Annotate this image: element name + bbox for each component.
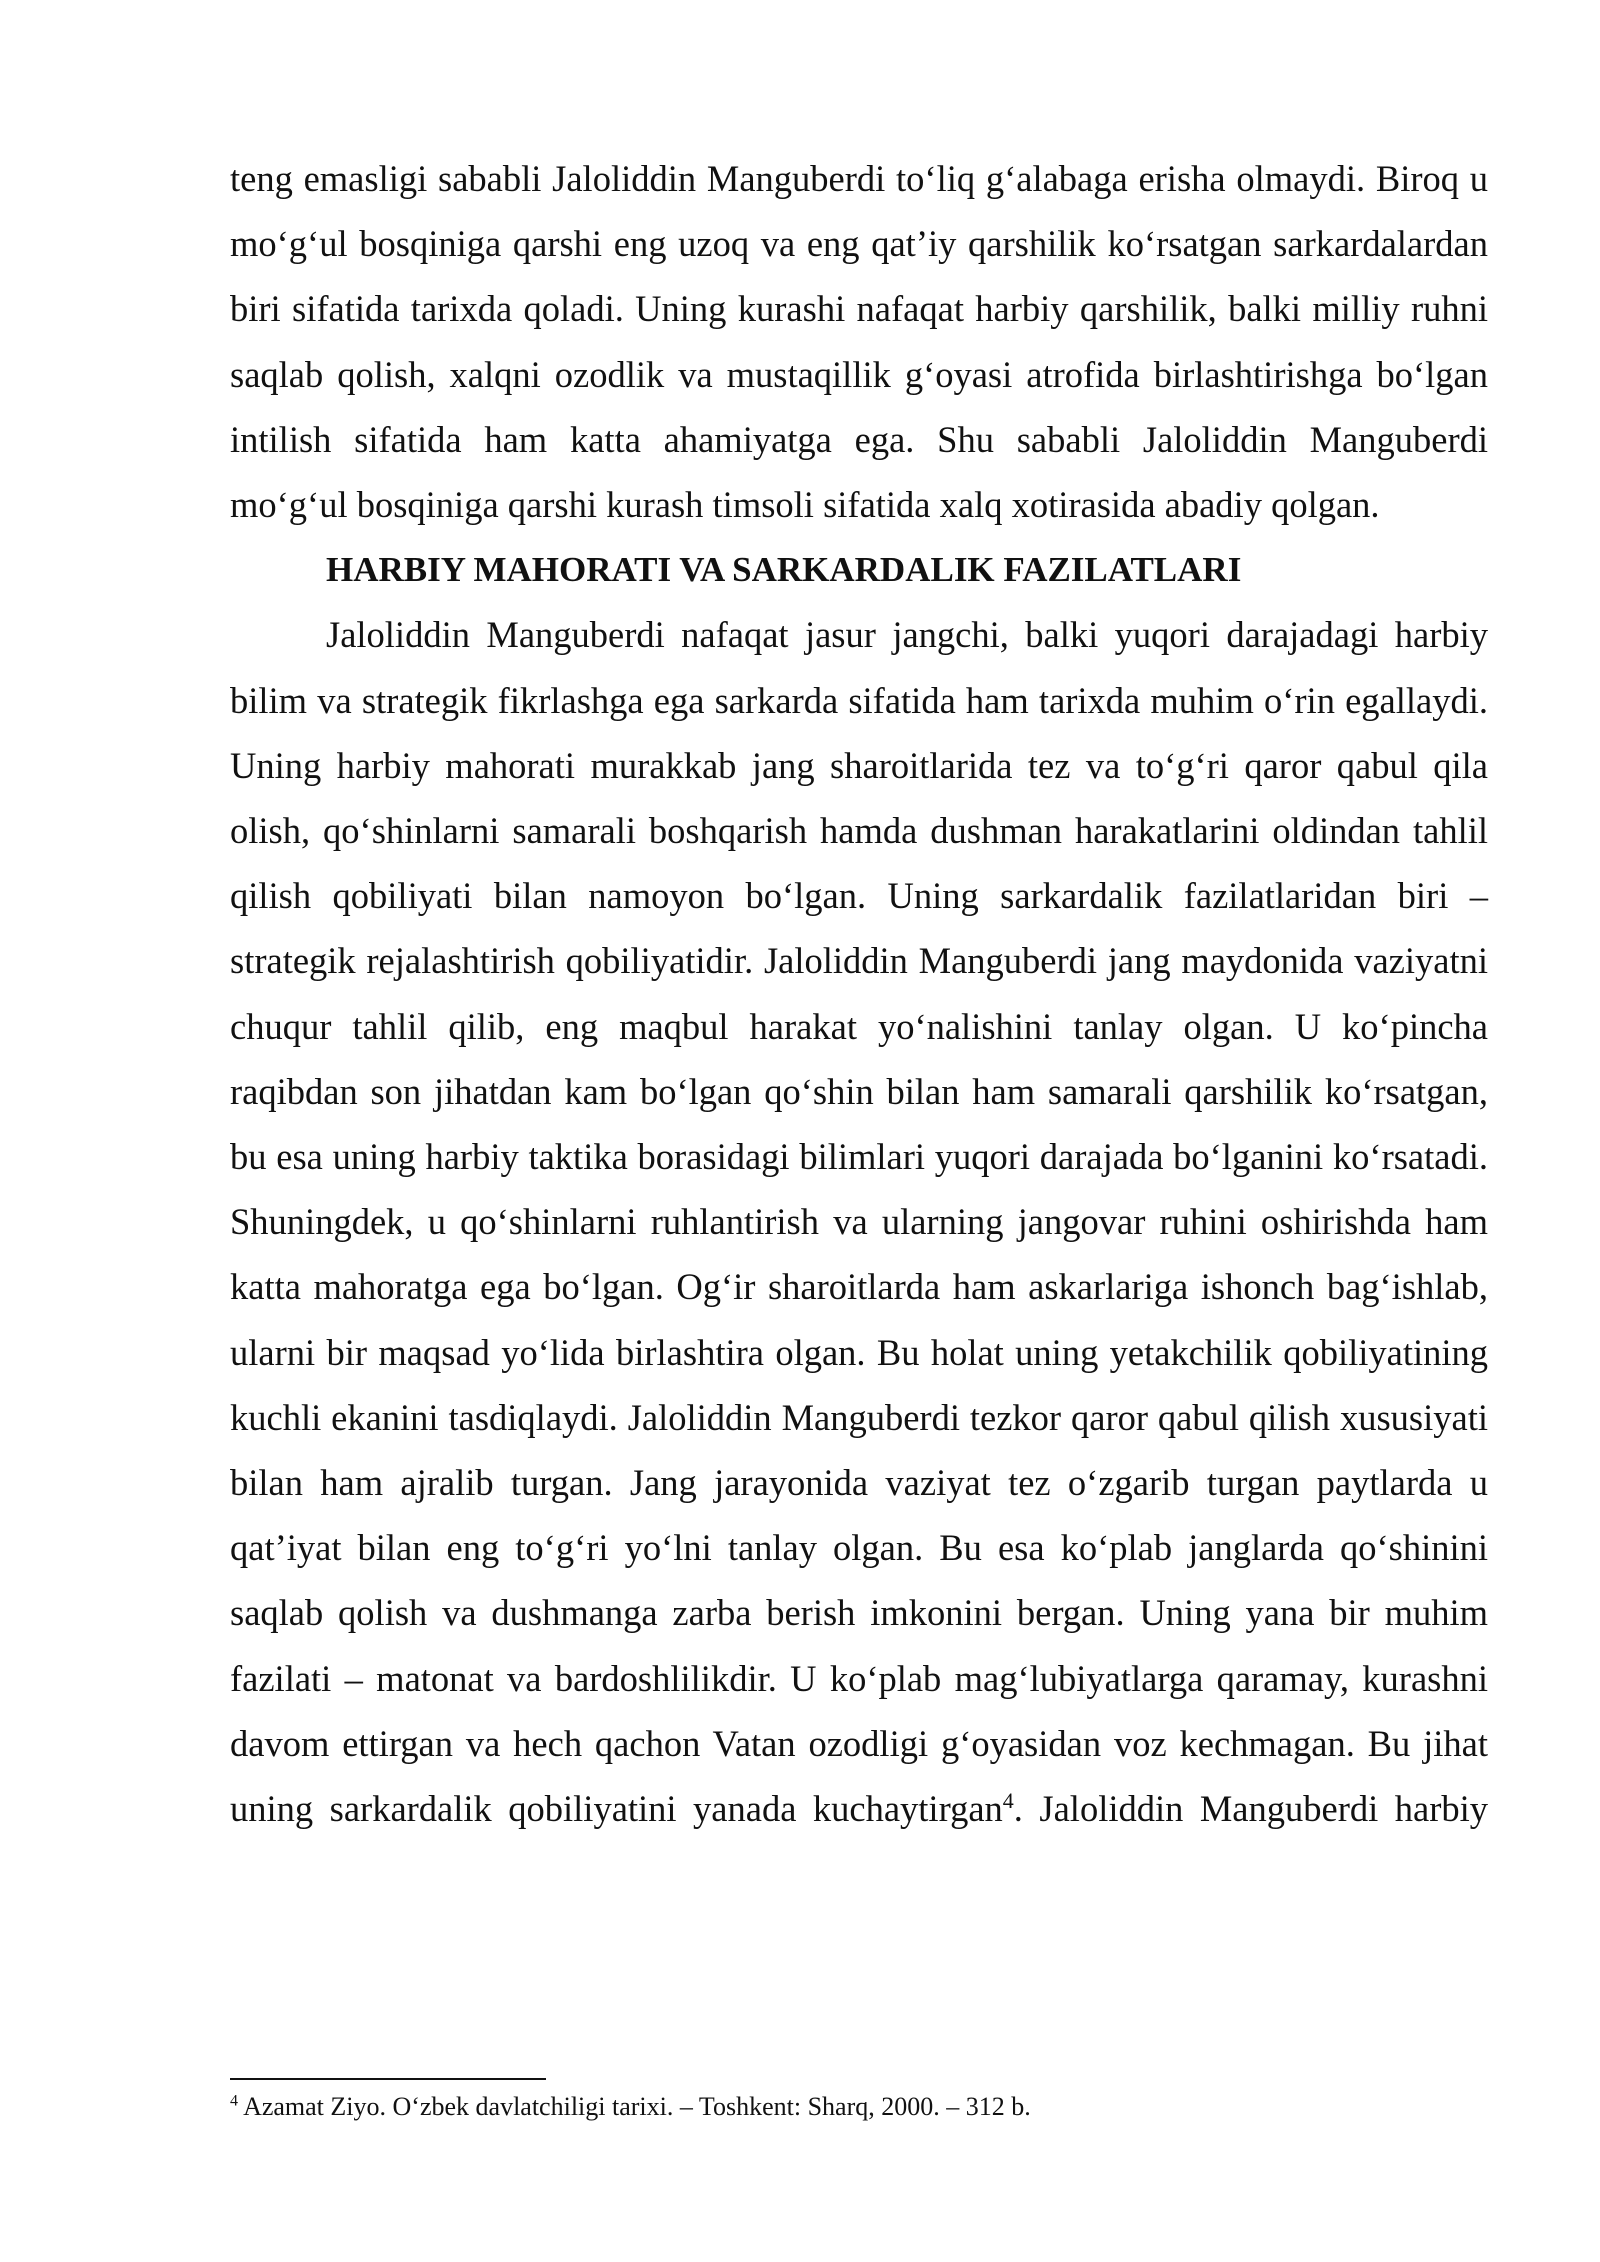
- paragraph-military-skill: [230, 602, 1488, 1841]
- section-heading: HARBIY MAHORATI VA SARKARDALIK FAZILATLARI: [326, 550, 1242, 590]
- paragraph-continuation: teng emasligi sababli Jaloliddin Manguberdi to‘liq g‘alabaga erisha olmaydi. Biroq u mo‘g‘ul bosqiniga qarshi eng uzoq va eng qat’iy qarshilik ko‘rsatgan sarkardalardan biri sifatida tarixda qoladi. Uning kurashi nafaqat harbiy qarshilik, balki milliy ruhni saqlab qolish, xalqni ozodlik va mustaqillik g‘oyasi atrofida birlashtirishga bo‘lgan intilish sifatida ham katta ahamiyatga ega. Shu sababli Jaloliddin Manguberdi mo‘g‘ul bosqiniga qarshi kurash timsoli sifatida xalq xotirasida abadiy qolgan.: [230, 158, 1488, 526]
- paragraph-text-tail: . Jaloliddin Manguberdi harbiy: [1013, 1788, 1488, 1830]
- footnote-reference[interactable]: 4: [1002, 1787, 1014, 1813]
- footnote-separator: [230, 2078, 546, 2080]
- footnote: [230, 2090, 1488, 2124]
- body-text: [230, 146, 1488, 1841]
- footnote-text: Azamat Ziyo. O‘zbek davlatchiligi tarixi. – Toshkent: Sharq, 2000. – 312 b.: [238, 2092, 1031, 2121]
- footnote-mark: 4: [230, 2092, 238, 2110]
- paragraph-text: Jaloliddin Manguberdi nafaqat jasur jangchi, balki yuqori darajadagi harbiy bilim va strategik fikrlashga ega sarkarda sifatida ham tarixda muhim o‘rin egallaydi. Uning harbiy mahorati murakkab jang sharoitlarida tez va to‘g‘ri qaror qabul qila olish, qo‘shinlarni samarali boshqarish hamda dushman harakatlarini oldindan tahlil qilish qobiliyati bilan namoyon bo‘lgan. Uning sarkardalik fazilatlaridan biri – strategik rejalashtirish qobiliyatidir. Jaloliddin Manguberdi jang maydonida vaziyatni chuqur tahlil qilib, eng maqbul harakat yo‘nalishini tanlay olgan. U ko‘pincha raqibdan son jihatdan kam bo‘lgan qo‘shin bilan ham samarali qarshilik ko‘rsatgan, bu esa uning harbiy taktika borasidagi bilimlari yuqori darajada bo‘lganini ko‘rsatadi. Shuningdek, u qo‘shinlarni ruhlantirish va ularning jangovar ruhini oshirishda ham katta mahoratga ega bo‘lgan. Og‘ir sharoitlarda ham askarlariga ishonch bag‘ishlab, ularni bir maqsad yo‘lida birlashtira olgan. Bu holat uning yetakchilik qobiliyatining kuchli ekanini tasdiqlaydi. Jaloliddin Manguberdi tezkor qaror qabul qilish xususiyati bilan ham ajralib turgan. Jang jarayonida vaziyat tez o‘zgarib turgan paytlarda u qat’iyat bilan eng to‘g‘ri yo‘lni tanlay olgan. Bu esa ko‘plab janglarda qo‘shinini saqlab qolish va dushmanga zarba berish imkonini bergan. Uning yana bir muhim fazilati – matonat va bardoshlilikdir. U ko‘plab mag‘lubiyatlarga qaramay, kurashni davom ettirgan va hech qachon Vatan ozodligi g‘oyasidan voz kechmagan. Bu jihat uning sarkardalik qobiliyatini yanada kuchaytirgan: [230, 614, 1488, 1830]
